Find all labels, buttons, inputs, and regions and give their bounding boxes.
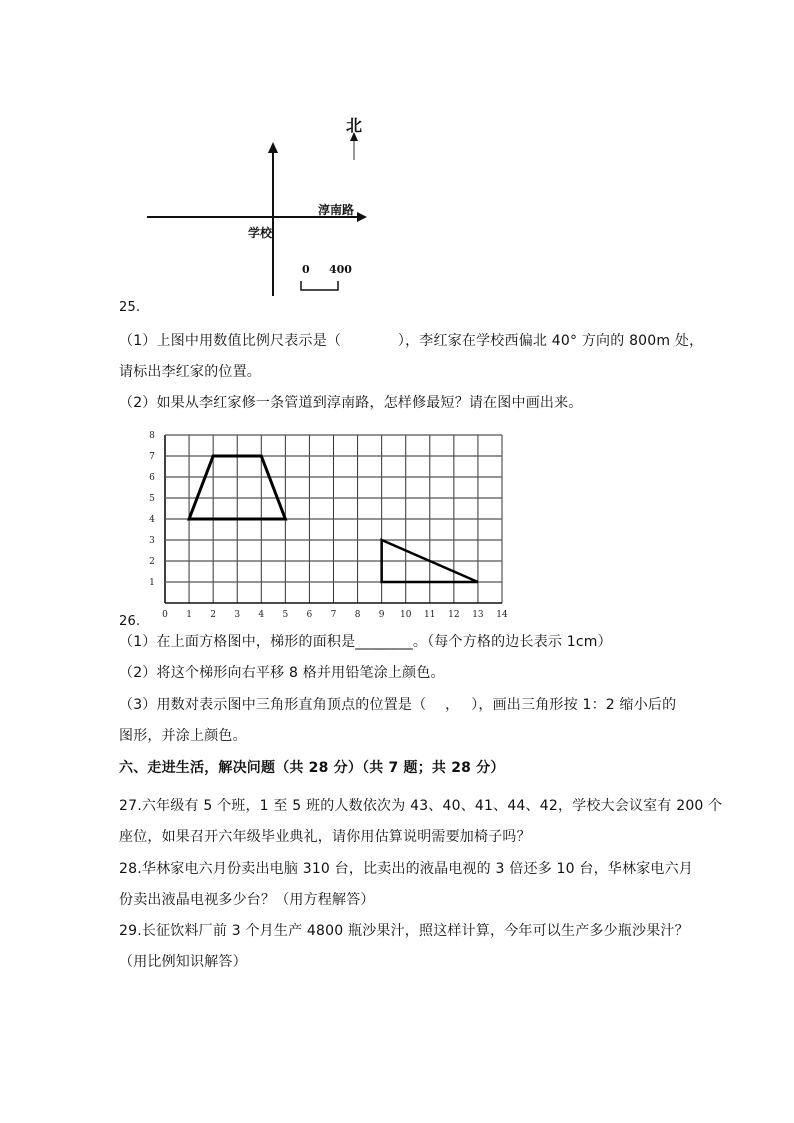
q26-part2: （2）将这个梯形向右平移 8 格并用铅笔涂上颜色。 bbox=[119, 665, 445, 681]
q28-line2: 份卖出液晶电视多少台？（用方程解答） bbox=[119, 892, 375, 908]
road-arrow-icon bbox=[357, 212, 367, 222]
q26-part3-line2: 图形，并涂上颜色。 bbox=[119, 728, 247, 744]
x-axis-label: 7 bbox=[330, 610, 337, 620]
q26-part1: （1）在上面方格图中，梯形的面积是________。（每个方格的边长表示 1cm） bbox=[119, 634, 612, 650]
y-axis-label: 7 bbox=[149, 452, 155, 462]
x-axis-label: 5 bbox=[282, 610, 289, 620]
x-axis-label: 13 bbox=[472, 610, 484, 620]
x-axis-label: 1 bbox=[186, 610, 192, 620]
scale-start-label: 0 bbox=[302, 263, 310, 276]
north-label: 北 bbox=[346, 116, 363, 135]
q26-part3-line1: （3）用数对表示图中三角形直角顶点的位置是（ ， ），画出三角形按 1：2 缩小后的 bbox=[119, 697, 677, 713]
x-axis-label: 11 bbox=[424, 610, 436, 620]
x-axis-label: 8 bbox=[354, 610, 361, 620]
x-axis-label: 2 bbox=[210, 610, 217, 620]
x-axis-label: 4 bbox=[258, 610, 265, 620]
y-axis-label: 5 bbox=[149, 494, 155, 504]
q28-line1: 28.华林家电六月份卖出电脑 310 台，比卖出的液晶电视的 3 倍还多 10 台，华林家电六月 bbox=[119, 861, 694, 877]
y-axis-label: 3 bbox=[149, 536, 155, 546]
scale-end-label: 400 bbox=[329, 263, 352, 276]
y-axis-label: 2 bbox=[149, 557, 155, 567]
x-axis-label: 0 bbox=[162, 610, 168, 620]
road-label: 淳南路 bbox=[318, 203, 355, 217]
q27-line1: 27.六年级有 5 个班，1 至 5 班的人数依次为 43、40、41、44、42，学校大会议室有 200 个 bbox=[119, 798, 723, 814]
x-axis-label: 9 bbox=[378, 610, 385, 620]
q26-number: 26. bbox=[119, 614, 141, 629]
y-axis-label: 8 bbox=[149, 431, 155, 441]
y-axis-label: 6 bbox=[149, 473, 155, 483]
y-axis-label: 1 bbox=[149, 578, 155, 588]
scale-bar bbox=[301, 281, 338, 290]
section6-heading: 六、走进生活，解决问题（共 28 分）（共 7 题；共 28 分） bbox=[119, 760, 505, 776]
x-axis-label: 3 bbox=[234, 610, 241, 620]
q25-part1-line1: （1）上图中用数值比例尺表示是（ ），李红家在学校西偏北 40° 方向的 800m 处， bbox=[119, 333, 704, 349]
q29-line2: （用比例知识解答） bbox=[119, 954, 247, 970]
compass-figure bbox=[0, 0, 794, 310]
x-axis-label: 10 bbox=[399, 610, 412, 620]
y-axis-label: 4 bbox=[149, 515, 155, 525]
up-arrow-icon bbox=[268, 142, 278, 153]
q25-part2: （2）如果从李红家修一条管道到淳南路，怎样修最短？请在图中画出来。 bbox=[119, 395, 583, 411]
school-label: 学校 bbox=[248, 226, 273, 240]
q27-line2: 座位，如果召开六年级毕业典礼，请你用估算说明需要加椅子吗？ bbox=[119, 829, 531, 845]
q29-line1: 29.长征饮料厂前 3 个月生产 4800 瓶沙果汁，照这样计算，今年可以生产多少瓶沙果汁？ bbox=[119, 923, 689, 939]
coordinate-grid bbox=[0, 420, 794, 620]
x-axis-label: 14 bbox=[496, 610, 508, 620]
x-axis-label: 12 bbox=[448, 610, 460, 620]
q25-number: 25. bbox=[119, 300, 141, 315]
q25-part1-line2: 请标出李红家的位置。 bbox=[119, 364, 261, 380]
x-axis-label: 6 bbox=[306, 610, 313, 620]
